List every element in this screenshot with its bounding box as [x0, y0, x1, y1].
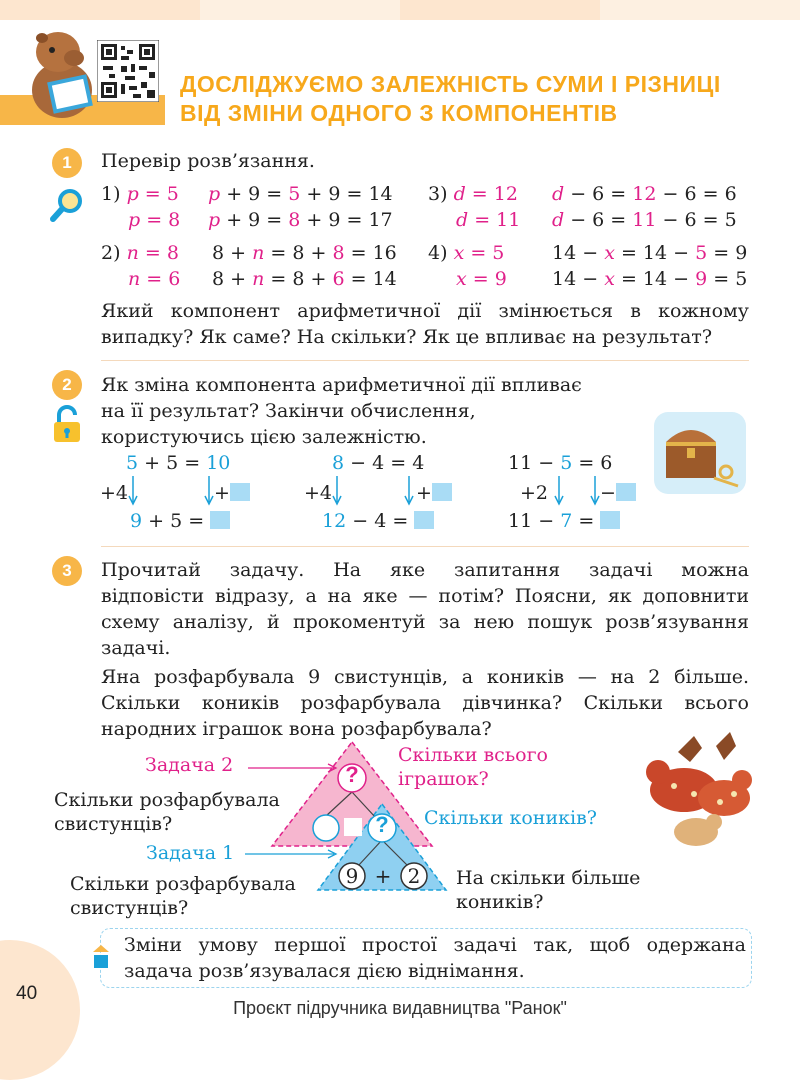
- title-line-2: ВІД ЗМІНИ ОДНОГО З КОМПОНЕНТІВ: [180, 100, 618, 126]
- qr-code-icon: [97, 40, 159, 102]
- answer-box[interactable]: [210, 511, 230, 529]
- task-1-number: 1: [52, 148, 82, 178]
- task-1-example-4-row-2: x = 9: [456, 268, 507, 290]
- label-task-2: Задача 2: [145, 754, 234, 776]
- question-mark-mid: ?: [375, 812, 389, 837]
- padlock-icon: [52, 404, 82, 444]
- task-1-example-4-expr-2: 14 − x = 14 − 9 = 5: [552, 268, 748, 290]
- task-2-group-3-left-change: +2: [520, 482, 549, 504]
- answer-box[interactable]: [432, 483, 452, 501]
- task-2-text: Як зміна компонента арифметичної дії впливає на її результат? Закінчи обчислення, користуючись цією залежністю.: [101, 374, 582, 448]
- separator-1: [101, 360, 749, 361]
- task-2-group-2-left-change: +4: [304, 482, 333, 504]
- arrow-down-icon: [404, 476, 414, 506]
- question-mark-top: ?: [345, 762, 359, 787]
- page-number: 40: [16, 983, 38, 1004]
- empty-circle[interactable]: [313, 815, 339, 841]
- top-bar-2: [200, 0, 400, 20]
- folk-toys-illustration: [624, 728, 762, 856]
- treasure-chest-icon: [654, 412, 746, 494]
- task-1-example-1-expr-2: p + 9 = 8 + 9 = 17: [208, 209, 393, 231]
- task-1-example-3-expr-1: d − 6 = 12 − 6 = 6: [552, 183, 737, 205]
- arrow-right-icon: [248, 762, 340, 774]
- task-2-group-1-top: 5 + 5 = 10: [126, 452, 231, 474]
- value-9: 9: [345, 864, 359, 888]
- page-title: [180, 70, 721, 128]
- task-2-group-3-right-change: −: [600, 482, 636, 504]
- title-line-1: ДОСЛІДЖУЄМО ЗАЛЕЖНІСТЬ СУМИ І РІЗНИЦІ: [180, 71, 721, 97]
- task-1-example-1-row-1: 1) p = 5: [101, 183, 179, 205]
- task-2-group-2-right-change: +: [416, 482, 452, 504]
- capybara-mascot-icon: [22, 28, 102, 120]
- task-1-example-4-row-1: 4) x = 5: [428, 242, 505, 264]
- note-text: Зміни умову першої простої задачі так, щоб одержана задача розв’язувалася дією віднімання.: [124, 934, 746, 982]
- task-1-example-2-row-2: n = 6: [128, 268, 181, 290]
- answer-box[interactable]: [230, 483, 250, 501]
- answer-box[interactable]: [616, 483, 636, 501]
- task-3-number: 3: [52, 556, 82, 586]
- task-2-group-1-left-change: +4: [100, 482, 129, 504]
- value-2: 2: [407, 864, 421, 888]
- publisher-note: Проєкт підручника видавництва "Ранок": [233, 998, 567, 1018]
- task-1-question: Який компонент арифметичної дії змінюється в кожному випадку? Як саме? На скільки? Як це впливає на результат?: [101, 300, 749, 348]
- plus-sign: +: [374, 864, 392, 888]
- label-task-1: Задача 1: [146, 842, 235, 864]
- magnifier-icon: [50, 188, 84, 224]
- task-2-number: 2: [52, 370, 82, 400]
- task-1-example-4-expr-1: 14 − x = 14 − 5 = 9: [552, 242, 748, 264]
- label-horses-question: Скільки коників?: [424, 807, 597, 829]
- label-total-question: Скільки всього іграшок?: [398, 744, 548, 790]
- separator-2: [101, 546, 749, 547]
- task-1-example-2-expr-1: 8 + n = 8 + 8 = 16: [212, 242, 397, 264]
- arrow-down-icon: [332, 476, 342, 506]
- label-whistles-question-2: Скільки розфарбувала свистунців?: [70, 873, 296, 919]
- task-1-instruction: Перевір розв’язання.: [101, 150, 315, 172]
- answer-box[interactable]: [600, 511, 620, 529]
- arrow-down-icon: [590, 476, 600, 506]
- pencil-icon: [91, 944, 111, 970]
- task-1-example-3-row-1: 3) d = 12: [428, 183, 518, 205]
- task-1-example-1-expr-1: p + 9 = 5 + 9 = 14: [208, 183, 393, 205]
- task-2-group-3-bottom: 11 − 7 =: [508, 510, 620, 532]
- task-2-group-2-top: 8 − 4 = 4: [332, 452, 425, 474]
- empty-square[interactable]: [344, 818, 362, 836]
- top-bar-3: [400, 0, 600, 20]
- task-2-group-1-right-change: +: [214, 482, 250, 504]
- label-difference-question: На скільки більше коників?: [456, 867, 641, 913]
- label-whistles-question-1: Скільки розфарбувала свистунців?: [54, 789, 280, 835]
- arrow-down-icon: [204, 476, 214, 506]
- task-1-example-2-row-1: 2) n = 8: [101, 242, 179, 264]
- arrow-down-icon: [128, 476, 138, 506]
- answer-box[interactable]: [414, 511, 434, 529]
- task-2-group-1-bottom: 9 + 5 =: [130, 510, 230, 532]
- task-1-example-3-row-2: d = 11: [456, 209, 521, 231]
- task-1-example-2-expr-2: 8 + n = 8 + 6 = 14: [212, 268, 397, 290]
- task-3-paragraph-2: Яна розфарбувала 9 свистунців, а коників — на 2 більше. Скільки коників розфарбувала дівчинка? Скільки всього народних іграшок вона розфарбувала?: [101, 666, 749, 740]
- arrow-right-icon: [245, 848, 340, 860]
- task-1-example-3-expr-2: d − 6 = 11 − 6 = 5: [552, 209, 737, 231]
- top-bar-4: [600, 0, 800, 20]
- top-bar-1: [0, 0, 200, 20]
- task-2-group-3-top: 11 − 5 = 6: [508, 452, 613, 474]
- arrow-down-icon: [554, 476, 564, 506]
- task-1-example-1-row-2: p = 8: [128, 209, 181, 231]
- task-2-group-2-bottom: 12 − 4 =: [322, 510, 434, 532]
- task-3-paragraph-1: Прочитай задачу. На яке запитання задачі можна відповісти відразу, а на яке — потім? Поясни, як доповнити схему аналізу, й прокоментуй за нею пошук розв’язування задачі.: [101, 559, 749, 659]
